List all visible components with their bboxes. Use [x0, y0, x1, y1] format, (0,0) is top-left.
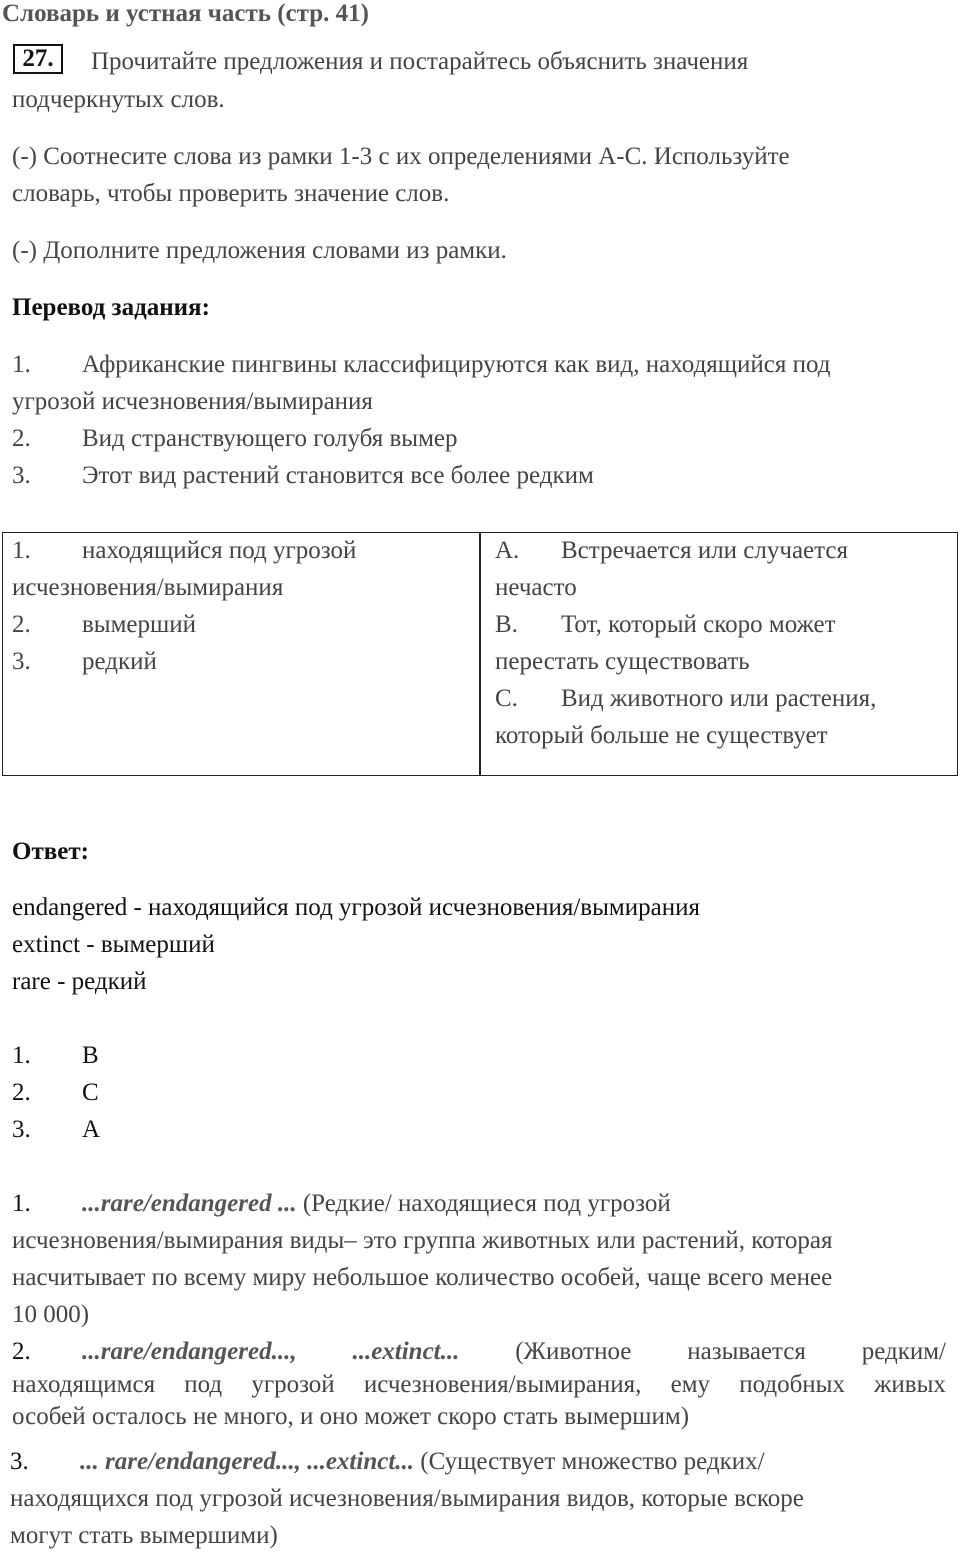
- answer-heading: Ответ:: [12, 838, 89, 865]
- instruction-line: Прочитайте предложения и постарайтесь объяснить значения: [91, 48, 749, 75]
- word-text: редкий: [82, 648, 157, 675]
- sentence-translation-line: особей осталось не много, и оно может скоро стать вымершим): [12, 1403, 690, 1430]
- match-letter: B: [82, 1042, 99, 1069]
- word-number: 1.: [12, 537, 31, 564]
- translation-item: [0, 422, 960, 456]
- sentence-answer-words: ... rare/endangered..., ...extinct...: [80, 1448, 415, 1475]
- match-number: 1.: [12, 1042, 31, 1069]
- sentence-word: исчезновения/вымирания,: [363, 1371, 642, 1398]
- word-number: 3.: [12, 648, 31, 675]
- sentence-word: (Животное: [515, 1338, 632, 1365]
- translation-heading: Перевод задания:: [12, 294, 210, 321]
- sentence-word: подобных: [739, 1371, 845, 1398]
- instruction-line: (-) Дополните предложения словами из рамки.: [12, 237, 507, 264]
- sentence-translation-line: насчитывает по всему миру небольшое количество особей, чаще всего менее: [12, 1264, 833, 1291]
- item-text-continued: угрозой исчезновения/вымирания: [12, 388, 373, 415]
- match-number: 3.: [12, 1116, 31, 1143]
- item-number: 2.: [12, 425, 31, 452]
- word-text: находящийся под угрозой: [82, 537, 357, 564]
- sentence-translation: (Редкие/ находящиеся под угрозой: [302, 1190, 671, 1217]
- item-number: 3.: [12, 462, 31, 489]
- word-text-continued: исчезновения/вымирания: [12, 574, 284, 601]
- definition-text-continued: нечасто: [495, 574, 577, 601]
- vocab-answer: endangered - находящийся под угрозой исчезновения/вымирания: [12, 894, 700, 921]
- translation-item: [0, 459, 960, 493]
- definition-text: Встречается или случается: [561, 537, 848, 564]
- match-answer: [0, 1039, 960, 1073]
- sentence-number: 3.: [10, 1448, 29, 1475]
- sentence-translation-line: [12, 1368, 946, 1402]
- sentence-word: называется: [687, 1338, 806, 1365]
- word-text: вымерший: [82, 611, 197, 638]
- sentence-translation-line: могут стать вымершими): [10, 1522, 278, 1549]
- sentence-translation-line: исчезновения/вымирания виды– это группа животных или растений, которая: [12, 1227, 833, 1254]
- item-text: Этот вид растений становится все более редким: [82, 462, 594, 489]
- instruction-line: (-) Соотнесите слова из рамки 1-3 с их определениями A-C. Используйте: [12, 143, 790, 170]
- definition-letter: B.: [495, 611, 518, 638]
- sentence-number: 1.: [12, 1190, 31, 1217]
- instruction-line: подчеркнутых слов.: [12, 86, 225, 113]
- table-divider: [479, 532, 481, 776]
- definition-text-continued: перестать существовать: [495, 648, 750, 675]
- match-letter: A: [82, 1116, 101, 1143]
- sentence-translation-line: находящихся под угрозой исчезновения/вымирания видов, которые вскоре: [10, 1485, 804, 1512]
- translation-item: [0, 348, 960, 382]
- page-title: Словарь и устная часть (стр. 41): [2, 0, 369, 27]
- definition-letter: C.: [495, 685, 518, 712]
- definition-letter: A.: [495, 537, 520, 564]
- sentence-word: под: [184, 1371, 223, 1398]
- sentence-word: редким/: [861, 1338, 946, 1365]
- word-number: 2.: [12, 611, 31, 638]
- vocab-answer: rare - редкий: [12, 968, 147, 995]
- sentence-word: живых: [874, 1371, 946, 1398]
- sentence-translation-line: 10 000): [12, 1301, 90, 1328]
- sentence-answer-words: ...rare/endangered ...: [82, 1190, 297, 1217]
- sentence-translation: (Существует множество редких/: [420, 1448, 765, 1475]
- item-text: Африканские пингвины классифицируются как вид, находящийся под: [82, 351, 831, 378]
- definition-text: Тот, который скоро может: [561, 611, 836, 638]
- item-text: Вид странствующего голубя вымер: [82, 425, 458, 452]
- definition-text: Вид животного или растения,: [561, 685, 877, 712]
- match-answer: [0, 1113, 960, 1147]
- match-number: 2.: [12, 1079, 31, 1106]
- sentence-word: угрозой: [251, 1371, 335, 1398]
- exercise-number: 27.: [13, 44, 63, 74]
- vocab-answer: extinct - вымерший: [12, 931, 215, 958]
- sentence-answer-words: ...rare/endangered...,: [82, 1338, 297, 1365]
- match-answer: [0, 1076, 960, 1110]
- match-letter: C: [82, 1079, 99, 1106]
- sentence-word: ему: [670, 1371, 711, 1398]
- definition-text-continued: который больше не существует: [495, 722, 828, 749]
- item-number: 1.: [12, 351, 31, 378]
- sentence-answer-words: ...extinct...: [352, 1338, 460, 1365]
- instruction-line: словарь, чтобы проверить значение слов.: [12, 180, 450, 207]
- sentence-number: 2.: [12, 1338, 31, 1365]
- sentence-word: находящимся: [12, 1371, 156, 1398]
